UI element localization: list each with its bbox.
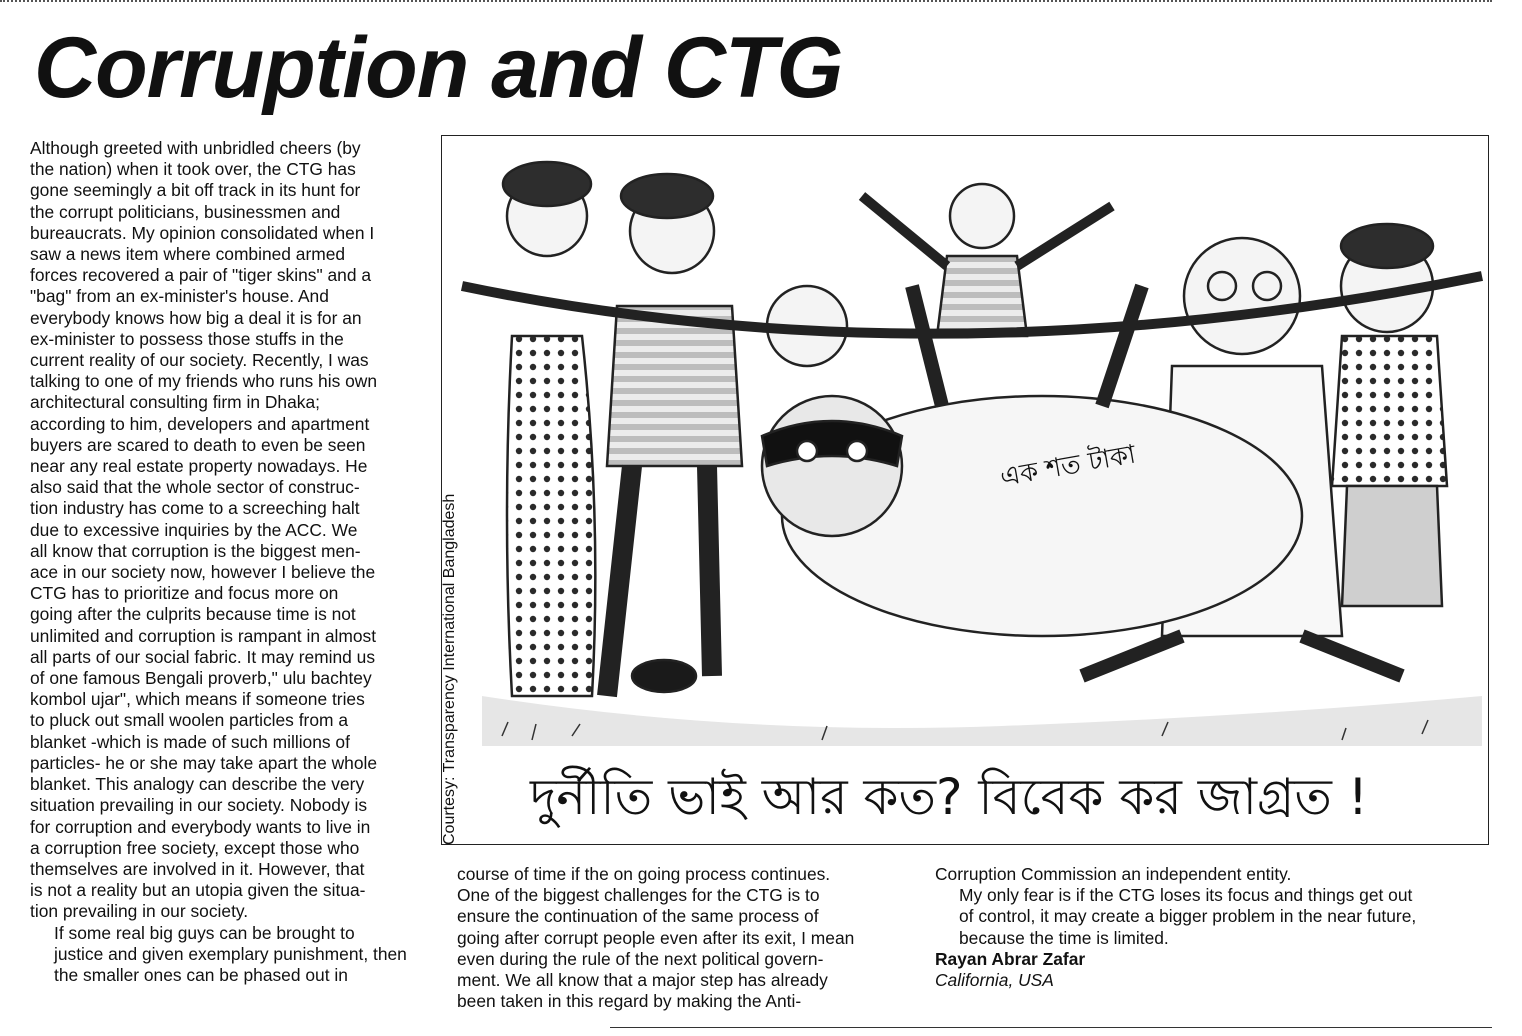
shirt-text: এক শত টাকা	[998, 439, 1138, 493]
figure-woman	[503, 162, 595, 696]
headline: Corruption and CTG	[34, 20, 843, 116]
text-line: gone seemingly a bit off track in its hunt for	[30, 180, 361, 201]
text-line: of control, it may create a bigger problem in the near future,	[959, 906, 1417, 927]
text-line: Corruption Commission an independent entity.	[935, 864, 1292, 884]
text-line: been taken in this regard by making the Anti-	[457, 991, 802, 1012]
paragraph-final	[935, 885, 1495, 949]
cartoon-courtesy-credit: Courtesy: Transparency International Bangladesh	[441, 493, 458, 845]
text-line: even during the rule of the next political govern-	[457, 948, 824, 969]
text-line: ace in our society now, however I believe the	[30, 562, 376, 583]
text-line: tion prevailing in our society.	[30, 901, 249, 922]
text-line: according to him, developers and apartment	[30, 413, 370, 434]
text-line: a corruption free society, except those who	[30, 837, 360, 858]
figure-cheering-boy	[862, 184, 1112, 336]
text-line: blanket. This analogy can describe the very	[30, 774, 365, 795]
cartoon-illustration	[442, 136, 1489, 845]
text-line: tion industry has come to a screeching halt	[30, 498, 360, 519]
text-line: architectural consulting firm in Dhaka;	[30, 392, 320, 413]
text-line: because the time is limited.	[959, 927, 1169, 948]
text-line: of one famous Bengali proverb," ulu bachtey	[30, 668, 372, 689]
paragraph-continued	[935, 864, 1495, 885]
text-line: due to excessive inquiries by the ACC. We	[30, 519, 358, 540]
text-line: course of time if the on going process continues.	[457, 864, 831, 884]
text-line: forces recovered a pair of "tiger skins" and a	[30, 265, 372, 286]
figure-striped-shirt-man	[607, 174, 742, 696]
text-line: One of the biggest challenges for the CTG is to	[457, 885, 820, 906]
text-line: ex-minister to possess those stuffs in the	[30, 328, 344, 349]
bottom-rule	[610, 1027, 1492, 1028]
text-line: going after corrupt people even after its exit, I mean	[457, 927, 855, 948]
text-line: blanket -which is made of such millions of	[30, 731, 350, 752]
text-line: particles- he or she may take apart the whole	[30, 752, 378, 773]
text-line: If some real big guys can be brought to	[54, 922, 355, 943]
top-dotted-rule	[0, 0, 1492, 2]
text-line: current reality of our society. Recently, I was	[30, 350, 369, 371]
text-line: situation prevailing in our society. Nobody is	[30, 795, 368, 816]
text-line: the smaller ones can be phased out in	[54, 964, 348, 985]
article-column-1	[30, 138, 430, 986]
text-line: also said that the whole sector of construc-	[30, 477, 360, 498]
text-line: all know that corruption is the biggest men-	[30, 540, 361, 561]
text-line: ensure the continuation of the same process of	[457, 906, 819, 927]
text-line: unlimited and corruption is rampant in almost	[30, 625, 377, 646]
editorial-cartoon	[441, 135, 1489, 845]
text-line: My only fear is if the CTG loses its focus and things get out	[959, 885, 1413, 906]
article-column-2	[457, 864, 917, 1012]
text-line: the corrupt politicians, businessmen and	[30, 201, 341, 222]
paragraph-continued	[457, 864, 917, 1012]
text-line: themselves are involved in it. However, that	[30, 858, 365, 879]
cartoon-caption: দুর্নীতি ভাই আর কত? বিবেক কর জাগ্রত !	[530, 768, 1368, 826]
text-line: talking to one of my friends who runs his own	[30, 371, 378, 392]
article-column-3	[935, 864, 1495, 991]
text-line: justice and given exemplary punishment, then	[54, 943, 407, 964]
paragraph-1	[30, 138, 430, 923]
text-line: kombol ujar", which means if someone tries	[30, 689, 365, 710]
text-line: CTG has to prioritize and focus more on	[30, 583, 339, 604]
text-line: ment. We all know that a major step has already	[457, 970, 828, 991]
text-line: to pluck out small woolen particles from a	[30, 710, 348, 731]
text-line: saw a news item where combined armed	[30, 244, 346, 265]
text-line: going after the culprits because time is not	[30, 604, 356, 625]
author-location: California, USA	[935, 970, 1054, 991]
text-line: bureaucrats. My opinion consolidated when I	[30, 222, 375, 243]
text-line: is not a reality but an utopia given the situa-	[30, 880, 366, 901]
text-line: "bag" from an ex-minister's house. And	[30, 286, 329, 307]
text-line: for corruption and everybody wants to live in	[30, 816, 371, 837]
text-line: Although greeted with unbridled cheers (by	[30, 138, 361, 158]
text-line: all parts of our social fabric. It may remind us	[30, 646, 376, 667]
ground-shading	[482, 696, 1482, 746]
text-line: everybody knows how big a deal it is for an	[30, 307, 362, 328]
text-line: buyers are scared to death to even be seen	[30, 434, 366, 455]
paragraph-2	[30, 923, 430, 987]
author-name: Rayan Abrar Zafar	[935, 948, 1086, 969]
text-line: the nation) when it took over, the CTG has	[30, 159, 356, 180]
text-line: near any real estate property nowadays. He	[30, 456, 368, 477]
